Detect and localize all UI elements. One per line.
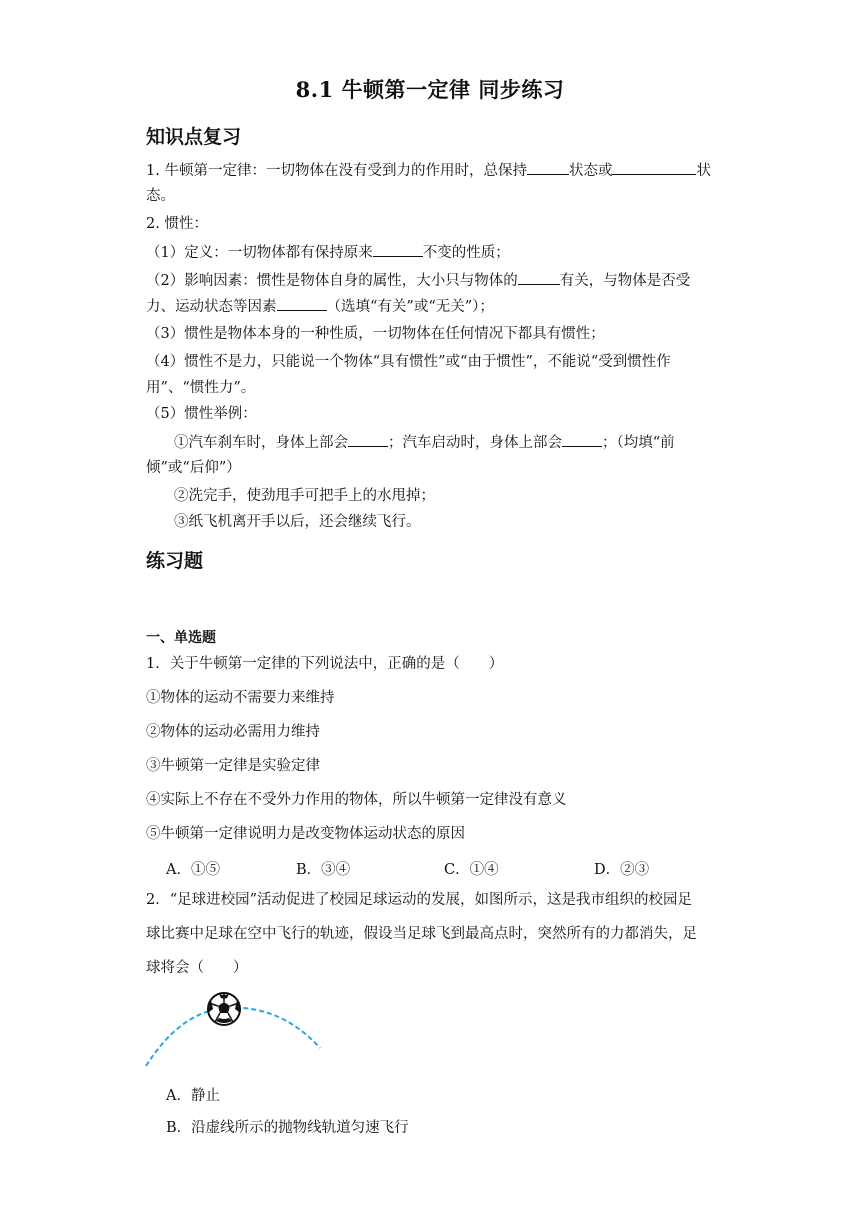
review-line-6: （3）惯性是物体本身的一种性质，一切物体在任何情况下都具有惯性；: [146, 326, 605, 342]
question-1-option-a[interactable]: A．①⑤: [166, 862, 220, 878]
review-line-1-cont: 态。: [146, 188, 175, 204]
question-1-option-c[interactable]: C．①④: [444, 862, 499, 878]
section-heading-single-choice: 一、单选题: [146, 630, 216, 646]
review-line-9: （5）惯性举例：: [146, 406, 257, 422]
question-2-option-a[interactable]: A．静止: [166, 1088, 220, 1104]
question-1-option-d[interactable]: D．②③: [594, 862, 650, 878]
section-heading-exercise: 练习题: [146, 550, 204, 572]
review-line-5: 力、运动状态等因素 （选填“有关”或“无关”）；: [146, 296, 494, 317]
review-line-1: 1. 牛顿第一定律：一切物体在没有受到力的作用时，总保持 状态或 状: [146, 160, 711, 181]
question-1-option-b[interactable]: B．③④: [296, 862, 351, 878]
section-heading-review: 知识点复习: [146, 126, 242, 148]
review-line-10: ①汽车刹车时，身体上部会 ；汽车启动时，身体上部会 ；（均填“前: [174, 432, 675, 453]
question-1-statement-5: ⑤牛顿第一定律说明力是改变物体运动状态的原因: [146, 826, 465, 842]
document-title: 8.1 牛顿第一定律 同步练习: [295, 77, 565, 102]
fill-blank: [527, 160, 569, 175]
review-line-11: 倾”或“后仰”）: [146, 460, 241, 476]
fill-blank: [373, 242, 423, 257]
question-1-statement-1: ①物体的运动不需要力来维持: [146, 690, 335, 706]
question-1-statement-4: ④实际上不存在不受外力作用的物体，所以牛顿第一定律没有意义: [146, 792, 567, 808]
fill-blank: [518, 270, 560, 285]
football-icon: [208, 993, 240, 1025]
question-2-stem-line-1: 2．“足球进校园”活动促进了校园足球运动的发展，如图所示，这是我市组织的校园足: [146, 892, 693, 908]
review-line-7: （4）惯性不是力，只能说一个物体“具有惯性”或“由于惯性”，不能说“受到惯性作: [146, 354, 671, 370]
fill-blank: [562, 432, 602, 447]
review-line-2: 2. 惯性：: [146, 216, 208, 232]
review-line-12: ②洗完手，使劲甩手可把手上的水甩掉；: [174, 488, 435, 504]
question-2-option-b[interactable]: B．沿虚线所示的抛物线轨道匀速飞行: [166, 1120, 409, 1136]
review-line-4: （2）影响因素：惯性是物体自身的属性，大小只与物体的 有关，与物体是否受: [146, 270, 690, 291]
question-1-statement-2: ②物体的运动必需用力维持: [146, 724, 320, 740]
question-1-stem: 1．关于牛顿第一定律的下列说法中，正确的是（ ）: [146, 656, 504, 672]
fill-blank: [277, 296, 327, 311]
review-line-13: ③纸飞机离开手以后，还会继续飞行。: [174, 514, 421, 530]
question-2-stem-line-2: 球比赛中足球在空中飞行的轨迹，假设当足球飞到最高点时，突然所有的力都消失，足: [146, 926, 697, 942]
fill-blank: [348, 432, 388, 447]
fill-blank: [612, 160, 696, 175]
review-line-8: 用”、“惯性力”。: [146, 380, 256, 396]
question-1-statement-3: ③牛顿第一定律是实验定律: [146, 758, 320, 774]
question-2-stem-line-3: 球将会（ ）: [146, 960, 248, 976]
football-trajectory-figure: [140, 984, 330, 1074]
review-line-3: （1）定义：一切物体都有保持原来 不变的性质；: [146, 242, 510, 263]
